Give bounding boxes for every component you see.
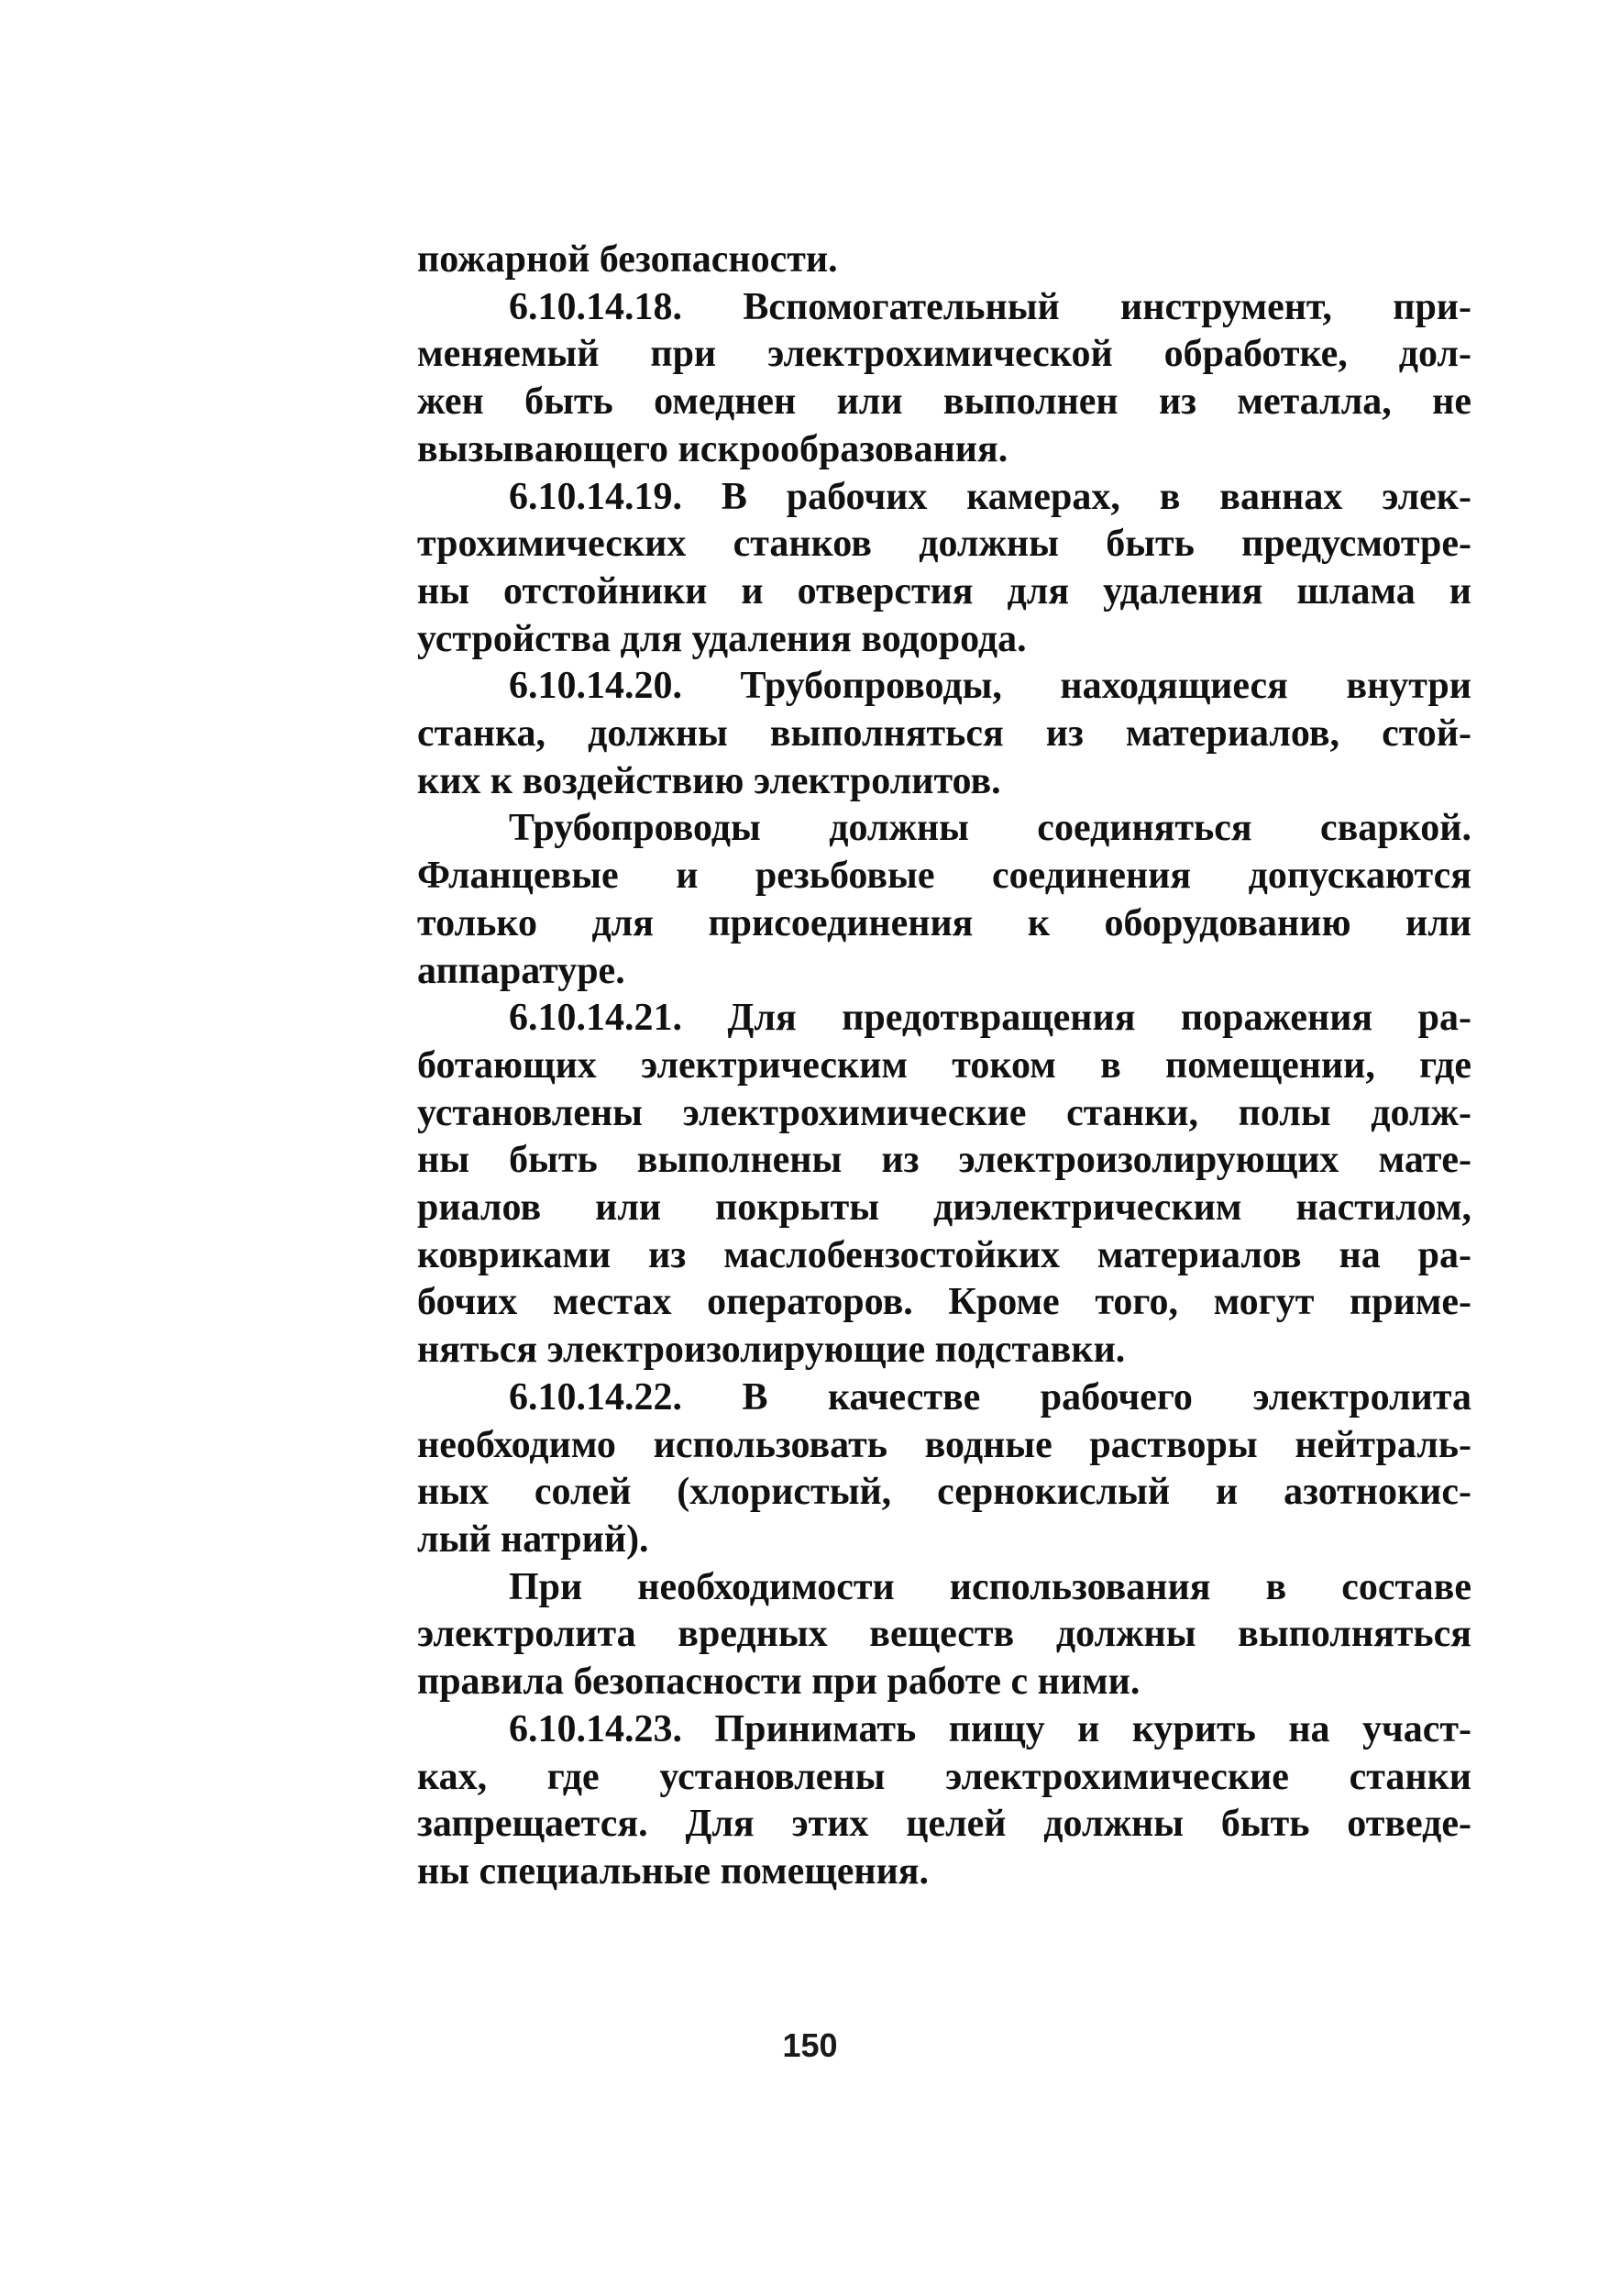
text-line: ковриками из маслобензостойких материалов на ра- — [417, 1233, 1471, 1276]
text-line: няться электроизолирующие подставки. — [417, 1329, 1126, 1372]
text-line: 6.10.14.21. Для предотвращения поражения ра- — [509, 997, 1471, 1040]
paragraph-harmful-substances — [417, 1564, 1471, 1706]
text-line: жен быть омеднен или выполнен из металла, не — [417, 381, 1471, 424]
text-line: 6.10.14.22. В качестве рабочего электролита — [509, 1375, 1471, 1418]
text-line: необходимо использовать водные растворы нейтраль- — [417, 1423, 1471, 1466]
text-line: устройства для удаления водорода. — [417, 617, 1027, 660]
text-line: правила безопасности при работе с ними. — [417, 1661, 1141, 1704]
text-line: 6.10.14.18. Вспомогательный инструмент, при- — [509, 285, 1471, 328]
text-line: ны быть выполнены из электроизолирующих мате- — [417, 1139, 1471, 1182]
text-line: аппаратуре. — [417, 949, 625, 992]
text-line: При необходимости использования в составе — [509, 1565, 1471, 1608]
text-line: ботающих электрическим током в помещении, где — [417, 1043, 1471, 1087]
text-line: электролита вредных веществ должны выполняться — [417, 1613, 1471, 1656]
text-line: запрещается. Для этих целей должны быть отведе- — [417, 1803, 1471, 1846]
text-line: бочих местах операторов. Кроме того, могут приме- — [417, 1281, 1471, 1324]
text-line: ных солей (хлористый, сернокислый и азотнокис- — [417, 1471, 1471, 1514]
text-line: только для присоединения к оборудованию или — [417, 901, 1471, 944]
paragraph-6-10-14-21 — [417, 995, 1471, 1374]
text-line: трохимических станков должны быть предусмотре- — [417, 523, 1471, 566]
text-line: Трубопроводы должны соединяться сваркой. — [509, 807, 1471, 850]
paragraph-6-10-14-22 — [417, 1374, 1471, 1564]
text-line: лый натрий). — [417, 1518, 649, 1561]
paragraph-6-10-14-19 — [417, 474, 1471, 664]
text-line: 6.10.14.19. В рабочих камерах, в ваннах элек- — [509, 475, 1471, 518]
text-line: Фланцевые и резьбовые соединения допускаются — [417, 855, 1471, 898]
paragraph-6-10-14-23 — [417, 1706, 1471, 1896]
text-line: ках, где установлены электрохимические станки — [417, 1755, 1471, 1798]
body-text — [417, 237, 1471, 1896]
text-line: 6.10.14.23. Принимать пищу и курить на участ- — [509, 1707, 1471, 1750]
paragraph-6-10-14-20 — [417, 663, 1471, 805]
text-line: меняемый при электрохимической обработке, дол- — [417, 333, 1471, 376]
text-line: ны специальные помещения. — [417, 1849, 930, 1893]
page-number: 150 — [782, 2026, 838, 2064]
text-line: станка, должны выполняться из материалов, стой- — [417, 712, 1471, 756]
text-line: 6.10.14.20. Трубопроводы, находящиеся внутри — [509, 665, 1471, 708]
text-line: вызывающего искрообразования. — [417, 427, 1008, 470]
text-line: ких к воздействию электролитов. — [417, 759, 1001, 802]
paragraph-pipelines-welding — [417, 805, 1471, 995]
text-line: риалов или покрыты диэлектрическим настилом, — [417, 1187, 1471, 1230]
paragraph-6-10-14-18 — [417, 284, 1471, 474]
text-line: установлены электрохимические станки, полы долж- — [417, 1091, 1471, 1134]
text-line: ны отстойники и отверстия для удаления шлама и — [417, 569, 1471, 613]
paragraph-fire-safety-tail — [417, 237, 1471, 284]
text-line: пожарной безопасности. — [417, 238, 838, 281]
